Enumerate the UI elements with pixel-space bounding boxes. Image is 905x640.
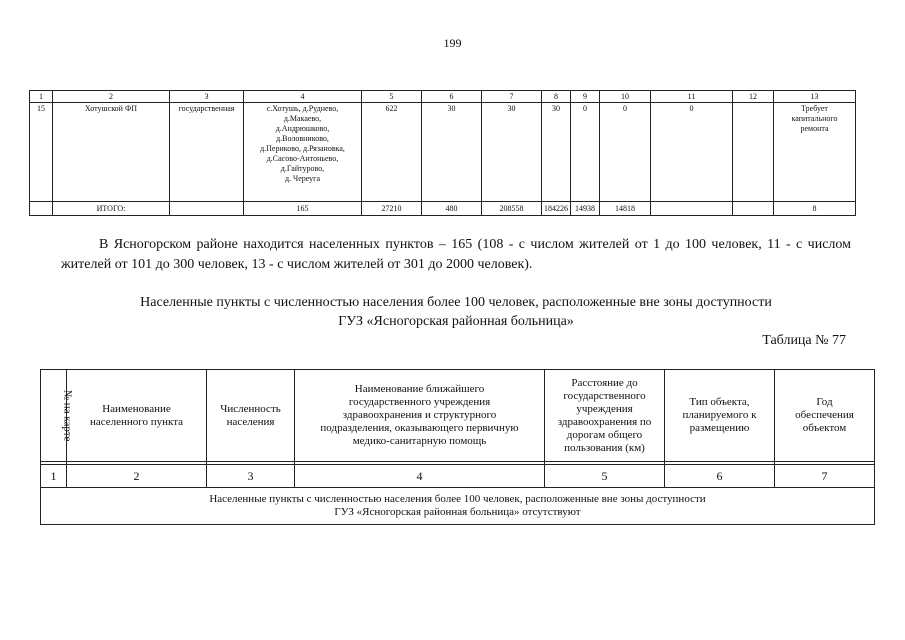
header-line: государственного учреждения: [348, 396, 491, 408]
header-line: Наименование: [102, 402, 171, 415]
table-column-numbers: [30, 91, 856, 103]
column-number: 7: [482, 91, 542, 103]
column-number: 3: [207, 465, 295, 488]
header-line: населенного пункта: [89, 415, 184, 428]
total-c6: 480: [422, 202, 482, 216]
total-empty: [30, 202, 53, 216]
heading-line: ГУЗ «Ясногорская районная больница»: [338, 314, 574, 329]
locality-line: д.Периково, д.Рязановка,: [260, 144, 345, 153]
header-line: Год: [816, 396, 833, 408]
locality-line: д.Сасово-Антоньево,: [266, 154, 339, 163]
header-line: Наименование ближайшего: [354, 383, 485, 395]
locality-line: д.Андрюшково,: [275, 124, 330, 133]
ownership: государственная: [170, 103, 244, 202]
note-line: Требует: [801, 104, 828, 113]
table-label: Таблица № 77: [762, 333, 846, 348]
page-number: 199: [443, 36, 462, 50]
total-empty: [170, 202, 244, 216]
header-line: пользования (км): [564, 441, 645, 454]
header-line: здравоохранения и структурного: [342, 409, 497, 421]
header-distance: [545, 370, 665, 462]
header-line: медико-санитарную помощь: [352, 435, 487, 447]
column-number: 6: [665, 465, 775, 488]
facility-name: Хотушской ФП: [53, 103, 170, 202]
message-line: ГУЗ «Ясногорская районная больница» отсутствуют: [334, 506, 581, 518]
cell-6: 30: [422, 103, 482, 202]
note-line: капитального: [791, 114, 838, 123]
header-line: планируемого к: [682, 409, 757, 421]
cell-5: 622: [362, 103, 422, 202]
row-number: 15: [30, 103, 53, 202]
header-line: объектом: [802, 422, 847, 434]
table-message-row: [41, 488, 875, 525]
header-year: [775, 370, 875, 462]
column-number: 5: [362, 91, 422, 103]
column-number: 3: [170, 91, 244, 103]
localities-table: [40, 369, 875, 525]
header-line: государственного: [563, 389, 646, 402]
cell-9: 0: [571, 103, 600, 202]
cell-10: 0: [600, 103, 651, 202]
localities-cell: [244, 103, 362, 202]
total-c13: 8: [774, 202, 856, 216]
column-number: 8: [542, 91, 571, 103]
cell-7: 30: [482, 103, 542, 202]
column-number: 4: [244, 91, 362, 103]
locality-line: с.Хотушь, д.Руднево,: [266, 104, 339, 113]
facilities-table: [29, 90, 856, 216]
body-paragraph: [61, 235, 851, 275]
total-label: ИТОГО:: [53, 202, 170, 216]
column-number: 2: [53, 91, 170, 103]
total-c8: 184226: [542, 202, 571, 216]
locality-line: д.Макаево,: [283, 114, 322, 123]
locality-line: д. Череуга: [284, 174, 320, 183]
section-heading: [61, 293, 851, 331]
cell-12: [733, 103, 774, 202]
heading-line: Населенные пункты с численностью населения более 100 человек, расположенные вне зоны доступности: [140, 295, 772, 310]
header-line: размещению: [689, 422, 750, 434]
header-line: дорогам общего: [566, 428, 643, 441]
header-line: населения: [226, 415, 275, 428]
total-c4: 165: [244, 202, 362, 216]
column-number: 6: [422, 91, 482, 103]
column-number: 11: [651, 91, 733, 103]
total-c7: 208558: [482, 202, 542, 216]
column-number: 1: [41, 465, 67, 488]
header-line: Тип объекта,: [689, 396, 750, 408]
column-number: 13: [774, 91, 856, 103]
column-number: 4: [295, 465, 545, 488]
header-line: Расстояние до: [571, 376, 638, 389]
column-number: 1: [30, 91, 53, 103]
header-nearest-facility: [295, 370, 545, 462]
header-line: здравоохранения по: [557, 415, 652, 428]
header-map-number-text: № на карте: [61, 389, 74, 442]
header-line: обеспечения: [795, 409, 854, 421]
column-number: 7: [775, 465, 875, 488]
table-row: [30, 103, 856, 202]
cell-8: 30: [542, 103, 571, 202]
table-header-row: [41, 370, 875, 462]
header-object-type: [665, 370, 775, 462]
total-row: [30, 202, 856, 216]
header-locality-name: [67, 370, 207, 462]
header-line: учреждения: [576, 402, 633, 415]
column-number: 9: [571, 91, 600, 103]
cell-11: 0: [651, 103, 733, 202]
total-c5: 27210: [362, 202, 422, 216]
locality-line: д.Воловниково,: [276, 134, 329, 143]
total-c11: [651, 202, 733, 216]
column-number: 5: [545, 465, 665, 488]
table-message: [41, 488, 875, 525]
total-c12: [733, 202, 774, 216]
total-c9: 14938: [571, 202, 600, 216]
column-number: 2: [67, 465, 207, 488]
header-line: подразделения, оказывающего первичную: [320, 422, 519, 434]
paragraph-text: В Ясногорском районе находится населенных пунктов – 165 (108 - с числом жителей от 1 до 100 человек, 11 - с числом жителей от 101 до 300 человек, 13 - с числом жителей от 301 до 2000 человек).: [61, 237, 851, 272]
table-column-numbers: [41, 465, 875, 488]
note-line: ремонта: [800, 124, 829, 133]
total-c10: 14818: [600, 202, 651, 216]
header-line: Численность: [220, 402, 281, 415]
column-number: 12: [733, 91, 774, 103]
message-line: Населенные пункты с численностью населения более 100 человек, расположенные вне зоны доступности: [209, 493, 706, 505]
note-cell: [774, 103, 856, 202]
column-number: 10: [600, 91, 651, 103]
header-map-number: [41, 370, 74, 462]
locality-line: д.Гайтурово,: [280, 164, 325, 173]
header-population: [207, 370, 295, 462]
